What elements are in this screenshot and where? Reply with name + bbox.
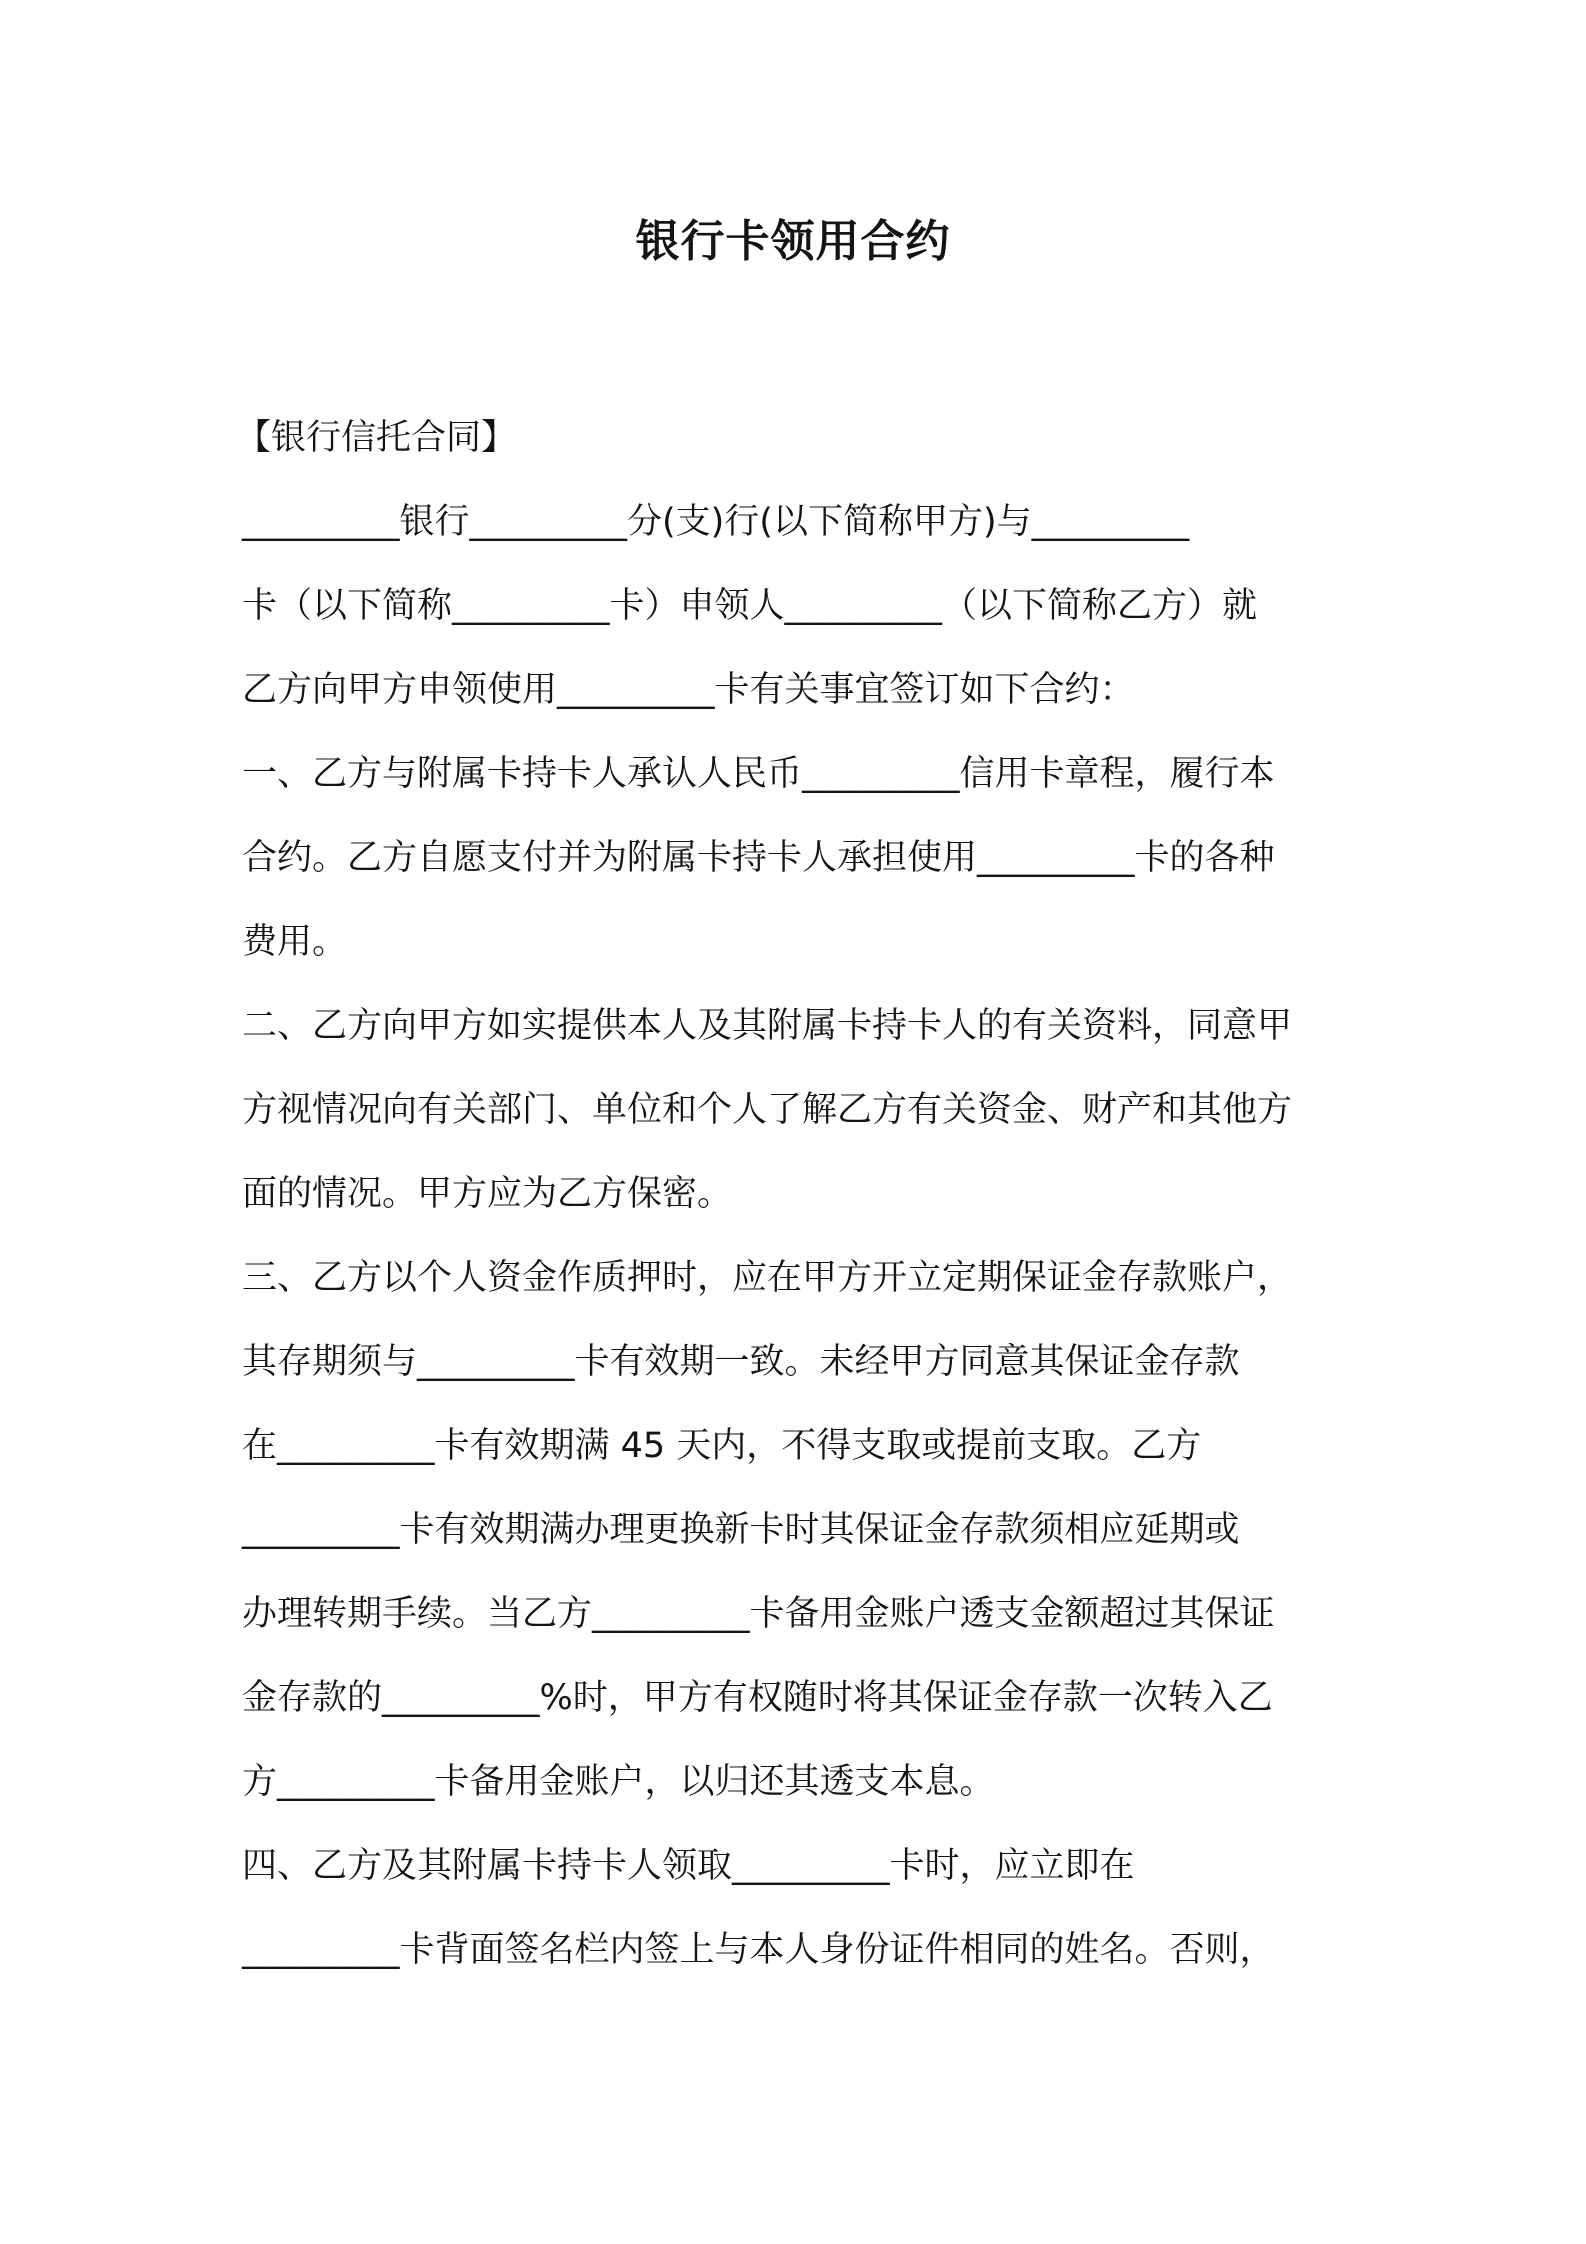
clause-2-line: 二、乙方向甲方如实提供本人及其附属卡持卡人的有关资料，同意甲 — [242, 1006, 1293, 1046]
contract-type-label: 【银行信托合同】 — [236, 418, 517, 458]
clause-1-line: 费用。 — [242, 922, 348, 962]
clause-3-line: 在_________卡有效期满 45 天内，不得支取或提前支取。乙方 — [242, 1426, 1202, 1466]
clause-1-line: 一、乙方与附属卡持卡人承认人民币_________信用卡章程，履行本 — [242, 754, 1275, 794]
clause-3-line: 三、乙方以个人资金作质押时，应在甲方开立定期保证金存款账户， — [242, 1258, 1293, 1298]
clause-4-line: 四、乙方及其附属卡持卡人领取_________卡时，应立即在 — [242, 1846, 1135, 1886]
clause-2-line: 面的情况。甲方应为乙方保密。 — [242, 1174, 733, 1214]
clause-3-line: 方_________卡备用金账户，以归还其透支本息。 — [242, 1762, 995, 1802]
clause-1-line: 合约。乙方自愿支付并为附属卡持卡人承担使用_________卡的各种 — [242, 838, 1275, 878]
document-title: 银行卡领用合约 — [635, 216, 951, 267]
body-line: 卡（以下简称_________卡）申领人_________（以下简称乙方）就 — [242, 586, 1258, 626]
clause-2-line: 方视情况向有关部门、单位和个人了解乙方有关资金、财产和其他方 — [242, 1090, 1293, 1130]
body-line: 乙方向甲方申领使用_________卡有关事宜签订如下合约： — [242, 670, 1135, 710]
clause-3-line: 金存款的_________%时，甲方有权随时将其保证金存款一次转入乙 — [242, 1678, 1273, 1718]
clause-3-line: 其存期须与_________卡有效期一致。未经甲方同意其保证金存款 — [242, 1342, 1240, 1382]
clause-3-line: 办理转期手续。当乙方_________卡备用金账户透支金额超过其保证 — [242, 1594, 1275, 1634]
body-line: _________银行_________分(支)行(以下简称甲方)与_________ — [242, 502, 1190, 542]
clause-3-line: _________卡有效期满办理更换新卡时其保证金存款须相应延期或 — [242, 1510, 1240, 1550]
clause-4-line: _________卡背面签名栏内签上与本人身份证件相同的姓名。否则， — [242, 1930, 1275, 1970]
